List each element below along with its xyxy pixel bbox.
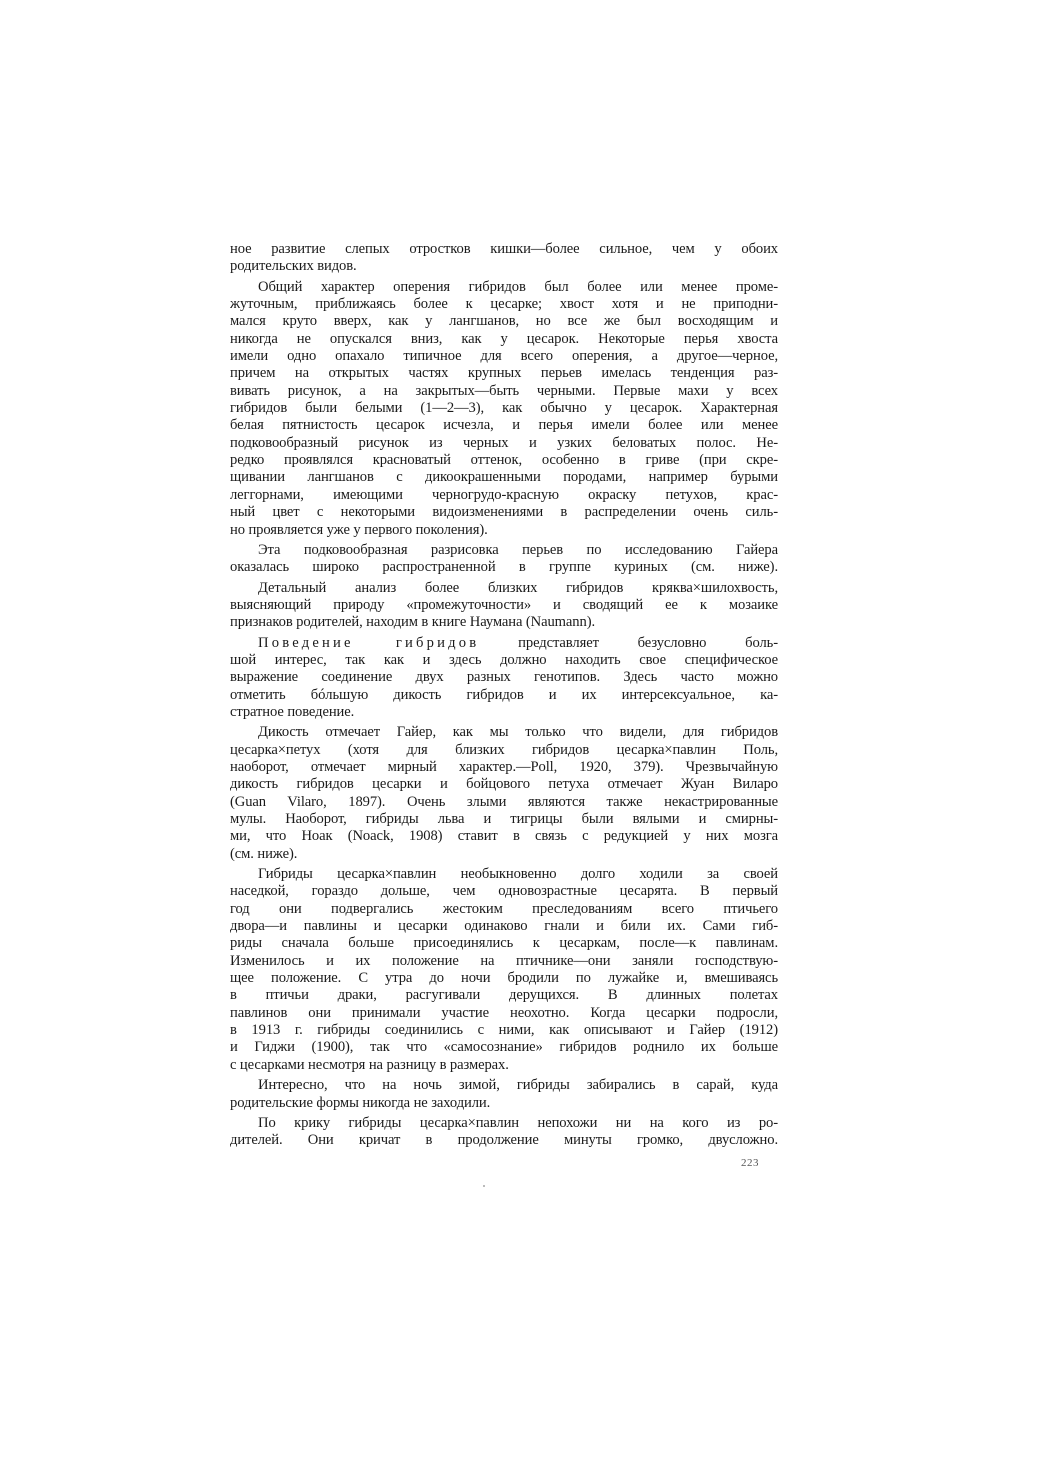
- text-line: Эта подковообразная разрисовка перьев по исследованию Гайера: [258, 541, 778, 558]
- text-line: Поведение гибридов представляет безусловно боль-: [258, 634, 778, 651]
- paragraph-4: [230, 580, 778, 632]
- paragraph-7: [230, 866, 778, 1074]
- text-line: щее положение. С утра до ночи бродили по лужайке и, вмешиваясь: [230, 970, 778, 987]
- text-line: мался круто вверх, как у лангшанов, но все же был восходящим и: [230, 313, 778, 330]
- text-line: имели одно опахало типичное для всего оперения, а другое—черное,: [230, 348, 778, 365]
- paragraph-9: [230, 1115, 778, 1150]
- text-line: выражение соединение двух разных генотипов. Здесь часто можно: [230, 669, 778, 686]
- paragraph-2: [230, 279, 778, 539]
- text-line: наседкой, гораздо дольше, чем одновозрастные цесарята. В первый: [230, 883, 778, 900]
- text-line: вивать рисунок, а на закрытых—быть черными. Первые махи у всех: [230, 382, 778, 399]
- spaced-heading-words: Поведение гибридов: [258, 634, 480, 651]
- text-line: наоборот, отмечает мирный характер.—Poll, 1920, 379). Чрезвычайную: [230, 758, 778, 775]
- text-line: родительские формы никогда не заходили.: [230, 1094, 491, 1111]
- text-line: подковообразный рисунок из черных и узких беловатых полос. Не-: [230, 434, 778, 451]
- text-line: Гибриды цесарка×павлин необыкновенно долго ходили за своей: [258, 866, 778, 883]
- text-line: в 1913 г. гибриды соединились с ними, как описывают и Гайер (1912): [230, 1022, 778, 1039]
- page-body: [230, 241, 778, 1150]
- text-line: дителей. Они кричат в продолжение минуты громко, двусложно.: [230, 1132, 778, 1149]
- text-line: стратное поведение.: [230, 703, 355, 720]
- text-line: дикость гибридов цесарки и бойцового петуха отмечает Жуан Виларо: [230, 776, 778, 793]
- paragraph-6: [230, 724, 778, 863]
- text-line: Общий характер оперения гибридов был более или менее проме-: [258, 278, 778, 295]
- text-line: Интересно, что на ночь зимой, гибриды забирались в сарай, куда: [258, 1077, 778, 1094]
- text-line: шой интерес, так как и здесь должно находить свое специфическое: [230, 651, 778, 668]
- text-line: ный цвет с некоторыми видоизменениями в распределении очень силь-: [230, 504, 778, 521]
- text-line: цесарка×петух (хотя для близких гибридов цесарка×павлин Поль,: [230, 741, 778, 758]
- text-line: леггорнами, имеющими черногрудо-красную окраску петухов, крас-: [230, 486, 778, 503]
- text-line: редко проявлялся красноватый оттенок, особенно в гриве (при скре-: [230, 452, 778, 469]
- text-line: ми, что Ноак (Noack, 1908) ставит в связь с редукцией у них мозга: [230, 828, 778, 845]
- text-line: двора—и павлины и цесарки одинаково гнали и били их. Сами гиб-: [230, 918, 778, 935]
- text-line: павлинов они принимали участие неохотно. Когда цесарки подросли,: [230, 1004, 778, 1021]
- text-line: жуточным, приближаясь более к цесарке; хвост хотя и не приподни-: [230, 296, 778, 313]
- text-line: (Guan Vilaro, 1897). Очень злыми являются также некастрированные: [230, 793, 778, 810]
- paragraph-3: [230, 542, 778, 577]
- page-number: 223: [741, 1157, 759, 1169]
- text-line: но проявляется уже у первого поколения).: [230, 521, 488, 538]
- text-line: отметить бóльшую дикость гибридов и их интерсексуальное, ка-: [230, 686, 778, 703]
- text-line: гибридов были белыми (1—2—3), как обычно у цесарок. Характерная: [230, 400, 778, 417]
- text-line: белая пятнистость цесарок исчезла, и перья имели более или менее: [230, 417, 778, 434]
- text-line: и Гиджи (1900), так что «самосознание» гибридов роднило их больше: [230, 1039, 778, 1056]
- text-line: в птичьи драки, расгугивали дерущихся. В длинных полетах: [230, 987, 778, 1004]
- text-line: (см. ниже).: [230, 845, 298, 862]
- text-line: признаков родителей, находим в книге Наумана (Naumann).: [230, 614, 596, 631]
- scan-speck: [483, 1185, 485, 1187]
- text-line: родительских видов.: [230, 258, 357, 275]
- paragraph-5: [230, 635, 778, 722]
- text-line: причем на открытых частях крупных перьев имелась тенденция раз-: [230, 365, 778, 382]
- text-line: год они подвергались жестоким преследованиям всего птичьего: [230, 900, 778, 917]
- text-line: Изменилось и их положение на птичнике—они заняли господствую-: [230, 952, 778, 969]
- text-line: щивании лангшанов с дикоокрашенными породами, например бурыми: [230, 469, 778, 486]
- paragraph-1: [230, 241, 778, 276]
- text-line: мулы. Наоборот, гибриды льва и тигрицы были вялыми и смирны-: [230, 811, 778, 827]
- text-line: риды сначала больше присоединялись к цесаркам, после—к павлинам.: [230, 935, 778, 952]
- text-line: никогда не опускался вниз, как у цесарок. Некоторые перья хвоста: [230, 330, 778, 347]
- text-line: По крику гибриды цесарка×павлин непохожи ни на кого из ро-: [258, 1114, 778, 1131]
- text-line: с цесарками несмотря на разницу в размерах.: [230, 1056, 509, 1073]
- text-line: Дикость отмечает Гайер, как мы только что видели, для гибридов: [258, 724, 778, 741]
- paragraph-8: [230, 1077, 778, 1112]
- text-line: оказалась широко распространенной в группе куриных (см. ниже).: [230, 559, 778, 576]
- text-line: Детальный анализ более близких гибридов кряква×шилохвость,: [258, 579, 778, 596]
- text-line: ное развитие слепых отростков кишки—более сильное, чем у обоих: [230, 241, 778, 257]
- text-line: выясняющий природу «промежуточности» и сводящий ее к мозаике: [230, 596, 778, 613]
